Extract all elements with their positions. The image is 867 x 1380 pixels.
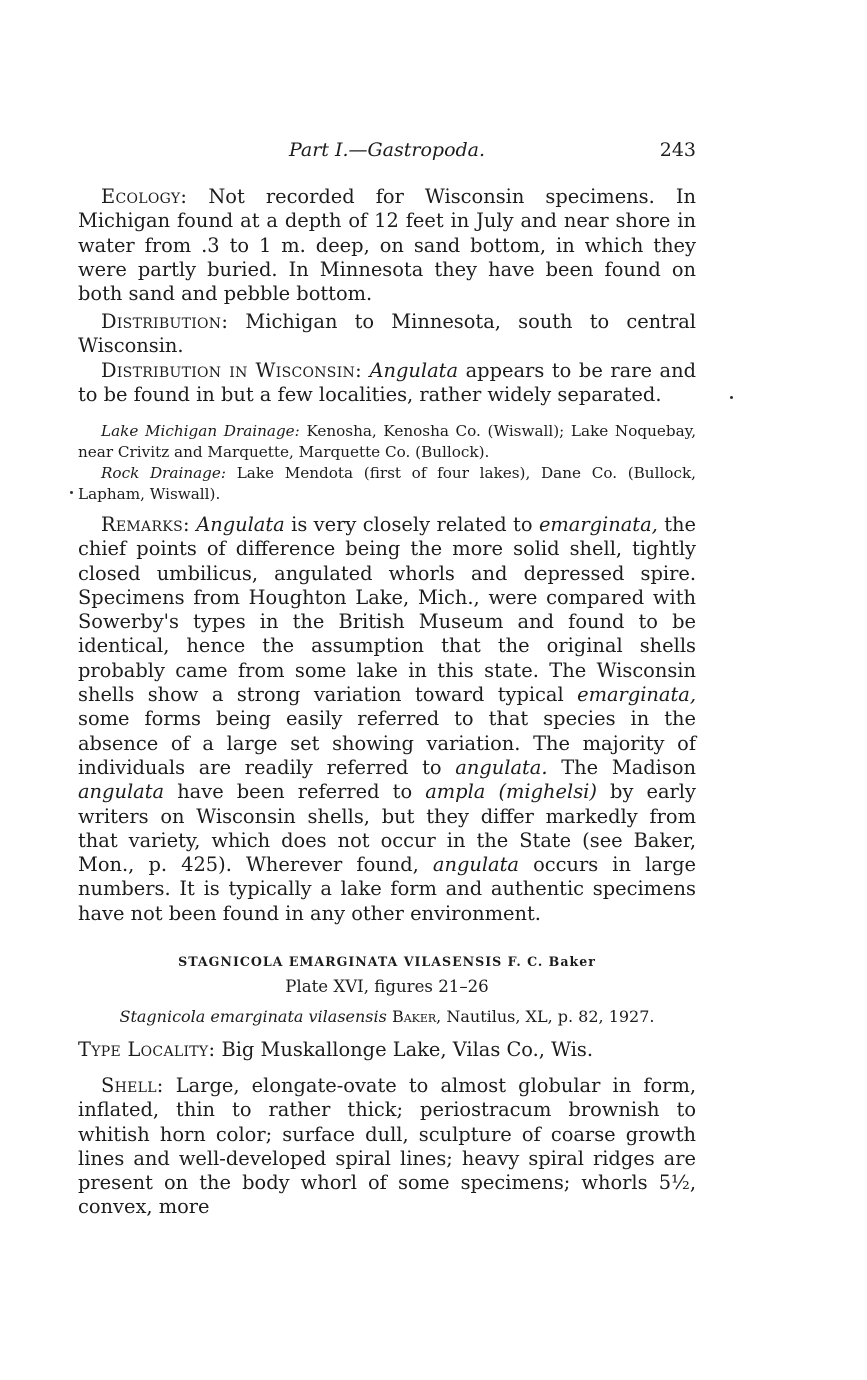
page-header: [78, 136, 696, 164]
ecology-paragraph: [78, 185, 696, 306]
type-locality-text: Big Muskallonge Lake, Vilas Co., Wis.: [221, 1038, 594, 1061]
lake-michigan-label: Lake Michigan Drainage:: [101, 422, 300, 440]
citation-author: Baker,: [391, 1007, 442, 1026]
remarks-species: angulata: [78, 780, 165, 804]
margin-dot: [70, 491, 73, 494]
remarks-text: have been referred to: [177, 780, 413, 804]
type-locality-label: Type Locality:: [78, 1038, 216, 1061]
lake-michigan-text: Kenosha, Kenosha Co. (Wiswall); Lake Noquebay, near Crivitz and Marquette, Marquette Co. (Bullock).: [78, 422, 697, 461]
ecology-text: Not recorded for Wisconsin specimens. In Michigan found at a depth of 12 feet in July and near shore in water from .3 to 1 m. deep, on sand bottom, in which they were partly buried. In Minnesota they have been found on both sand and pebble bottom.: [78, 185, 696, 306]
remarks-species: emarginata,: [538, 513, 658, 536]
remarks-species: Angulata: [196, 513, 285, 536]
remarks-text: is very closely related to: [291, 513, 533, 536]
remarks-text: The Madison: [561, 755, 696, 779]
rock-drainage-locality: [78, 463, 696, 505]
shell-paragraph: [78, 1074, 696, 1220]
lake-michigan-locality: [78, 421, 696, 463]
page-number: 243: [659, 139, 696, 161]
remarks-text: the chief points of difference being the more solid shell, tightly closed umbilicus, angulated whorls and depressed spire. Specimens from Houghton Lake, Mich., were compared with Sowerby's types in the British Museum and found to be identical, hence the assumption that the original shells probably came from some lake in this state. The Wisconsin shells show a strong variation toward typical: [78, 513, 696, 707]
distribution-label: Distribution:: [101, 310, 229, 333]
species-heading-author: F. C. Baker: [507, 954, 596, 969]
distribution-wisconsin-paragraph: [78, 359, 696, 408]
remarks-paragraph: [78, 513, 696, 926]
distribution-wisconsin-text: appears to be rare and to be found in but a few localities, rather widely separated.: [78, 359, 697, 407]
rock-drainage-text: Lake Mendota (first of four lakes), Dane Co. (Bullock, Lapham, Wiswall).: [78, 464, 696, 503]
remarks-species: emarginata,: [577, 683, 696, 707]
species-heading: [78, 952, 696, 972]
remarks-species: angulata.: [455, 755, 548, 779]
remarks-text: occurs in large numbers. It is typically a lake form and authentic specimens have not been found in any other environment.: [78, 853, 697, 925]
citation-ref: Nautilus, XL, p. 82, 1927.: [446, 1007, 655, 1026]
remarks-species: ampla (mighelsi): [425, 780, 597, 804]
localities-block: [78, 421, 696, 505]
citation-line: [78, 1006, 696, 1028]
distribution-paragraph: [78, 310, 696, 359]
rock-drainage-label: Rock Drainage:: [101, 464, 226, 482]
remarks-text: by early writers on Wisconsin shells, but they differ markedly from that variety, which does not occur in the State (see Baker, Mon., p. 425). Wherever found,: [78, 780, 696, 877]
distribution-wisconsin-label: Distribution in Wisconsin:: [101, 359, 362, 382]
shell-text: Large, elongate-ovate to almost globular in form, inflated, thin to rather thick; periostracum brownish to whitish horn color; surface dull, sculpture of coarse growth lines and well-developed spiral lines; heavy spiral ridges are present on the body whorl of some specimens; whorls 5½, convex, more: [78, 1074, 696, 1219]
species-heading-name: STAGNICOLA EMARGINATA VILASENSIS: [178, 954, 503, 969]
shell-label: Shell:: [101, 1074, 164, 1097]
running-title: Part I.—Gastropoda.: [288, 139, 486, 161]
plate-reference: Plate XVI, figures 21–26: [285, 977, 489, 996]
remarks-label: Remarks:: [101, 513, 190, 536]
citation-name: Stagnicola emarginata vilasensis: [119, 1007, 387, 1026]
species-section: [78, 952, 696, 1028]
distribution-text: Michigan to Minnesota, south to central Wisconsin.: [78, 310, 696, 358]
distribution-wisconsin-species: Angulata: [369, 359, 459, 382]
ecology-label: Ecology:: [101, 185, 188, 208]
remarks-text: some forms being easily referred to that species in the absence of a large set showing variation. The majority of individuals are readily referred to: [78, 707, 696, 779]
remarks-species: angulata: [432, 853, 519, 877]
margin-dot: [730, 396, 733, 399]
type-locality-paragraph: [78, 1038, 696, 1062]
